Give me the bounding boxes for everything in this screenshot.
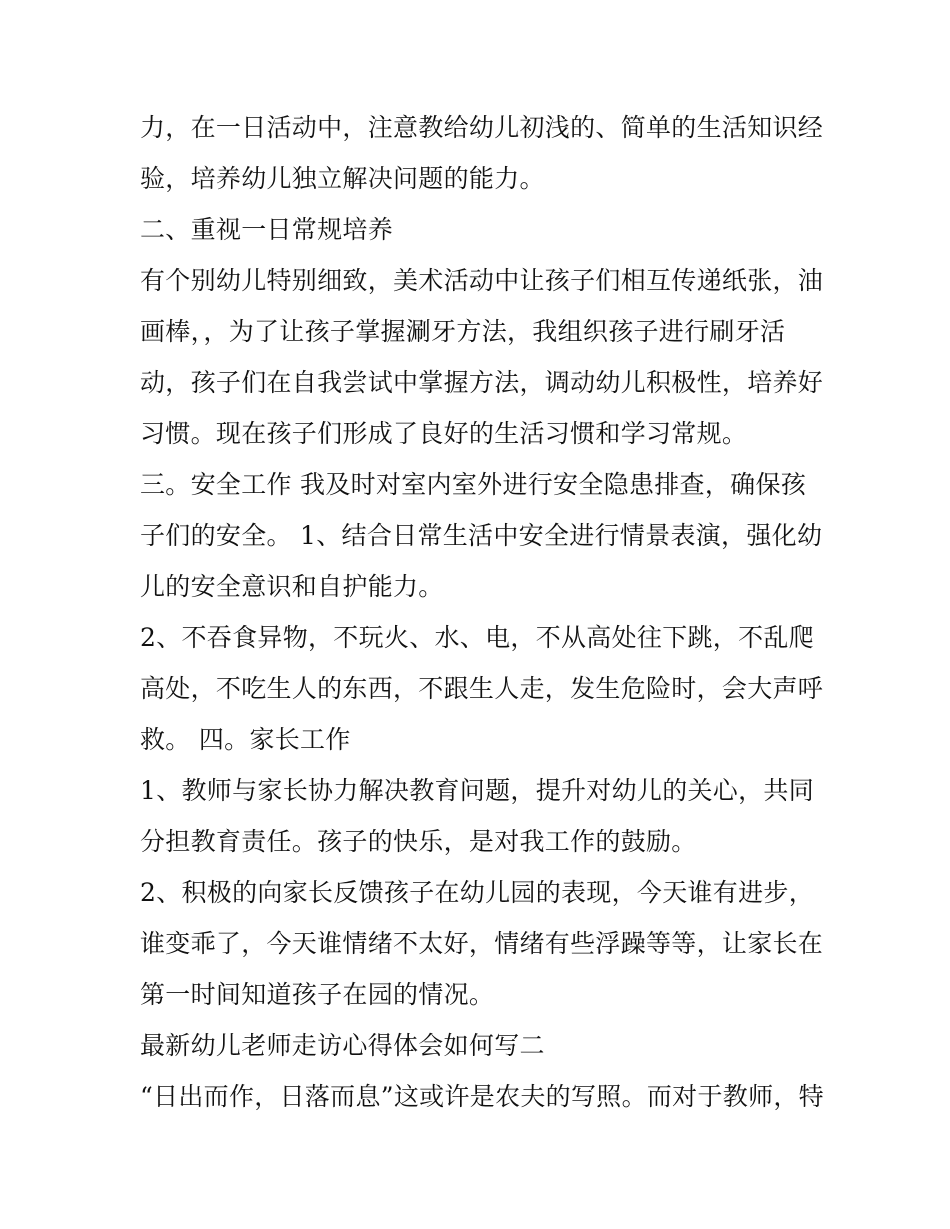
text-line: 1、教师与家长协力解决教育问题，提升对幼儿的关心，共同 (140, 776, 815, 805)
text-line: 2、积极的向家长反馈孩子在幼儿园的表现，今天谁有进步， (140, 878, 815, 907)
section-heading: 二、重视一日常规培养 (140, 215, 394, 244)
text-line: 子们的安全。 1、结合日常生活中安全进行情景表演，强化幼 (140, 521, 823, 550)
text-line: 动，孩子们在自我尝试中掌握方法，调动幼儿积极性，培养好 (140, 368, 824, 397)
text-line: 谁变乖了，今天谁情绪不太好，情绪有些浮躁等等，让家长在 (140, 929, 824, 958)
text-line: 救。 四。家长工作 (140, 725, 351, 754)
text-line: 2、不吞食异物，不玩火、水、电，不从高处往下跳，不乱爬 (140, 623, 815, 652)
text-line: “日出而作，日落而息”这或许是农夫的写照。而对于教师，特 (140, 1082, 824, 1111)
text-line: 儿的安全意识和自护能力。 (140, 572, 444, 601)
text-line: 有个别幼儿特别细致，美术活动中让孩子们相互传递纸张，油 (140, 266, 824, 295)
text-line: 高处，不吃生人的东西，不跟生人走，发生危险时，会大声呼 (140, 674, 824, 703)
text-line: 力，在一日活动中，注意教给幼儿初浅的、简单的生活知识经 (140, 113, 824, 142)
text-line: 分担教育责任。孩子的快乐，是对我工作的鼓励。 (140, 827, 697, 856)
article-title: 最新幼儿老师走访心得体会如何写二 (140, 1031, 545, 1060)
text-line: 第一时间知道孩子在园的情况。 (140, 980, 495, 1009)
text-line: 习惯。现在孩子们形成了良好的生活习惯和学习常规。 (140, 419, 748, 448)
text-line: 画棒，，为了让孩子掌握涮牙方法，我组织孩子进行刷牙活 (140, 317, 786, 346)
document-body (140, 102, 824, 1122)
text-line: 验，培养幼儿独立解决问题的能力。 (140, 164, 545, 193)
text-line: 三。安全工作 我及时对室内室外进行安全隐患排查，确保孩 (140, 470, 807, 499)
